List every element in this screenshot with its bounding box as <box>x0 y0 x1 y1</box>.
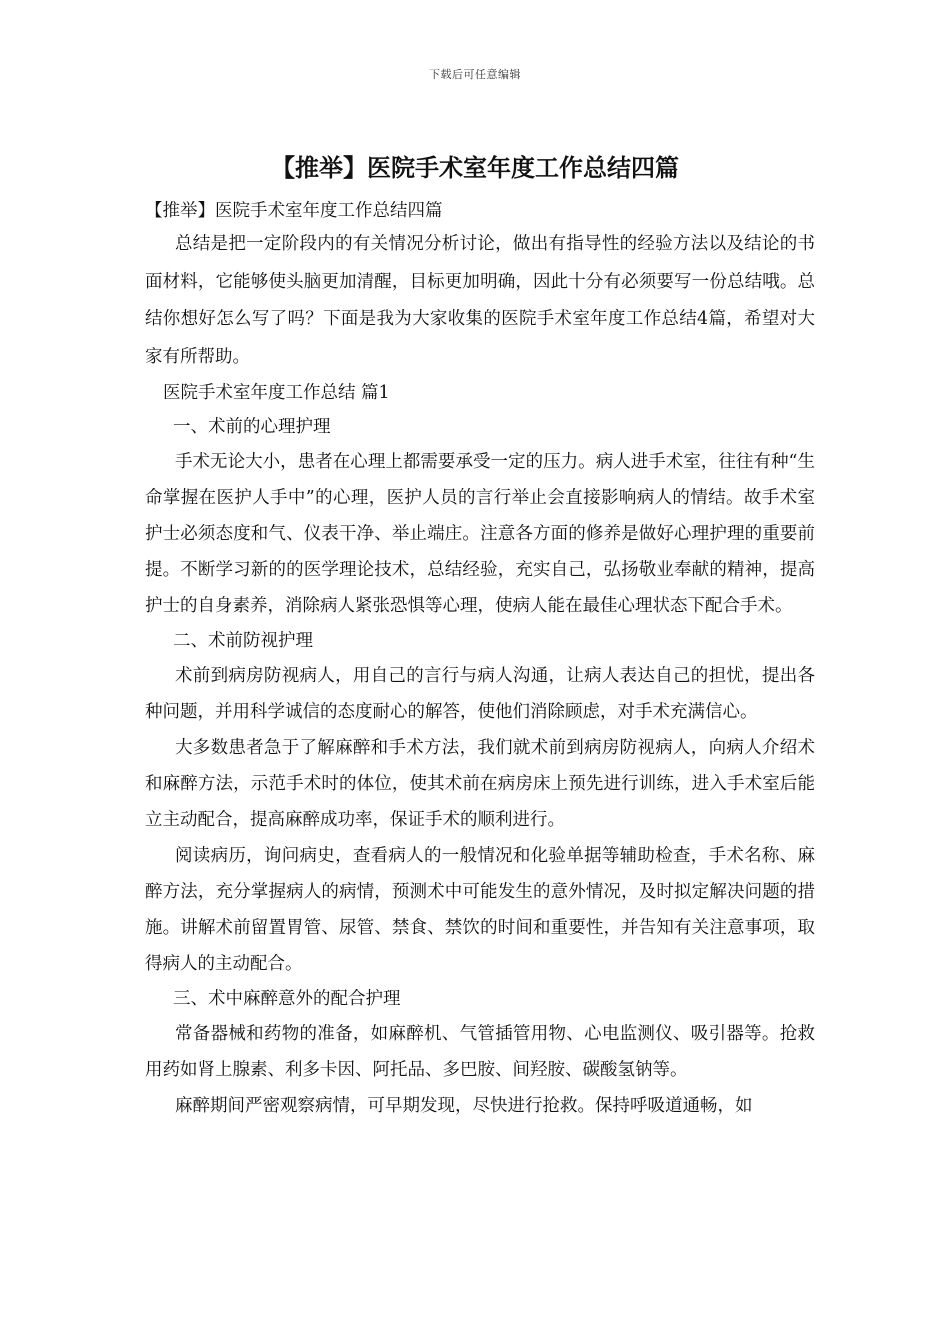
document-subtitle: 【推举】医院手术室年度工作总结四篇 <box>145 201 443 221</box>
section-2-paragraph-3: 阅读病历，询问病史，查看病人的一般情况和化验单据等辅助检查，手术名称、麻醉方法，充分掌握病人的病情，预测术中可能发生的意外情况，及时拟定解决问题的措施。讲解术前留置胃管、尿管、禁食、禁饮的时间和重要性，并告知有关注意事项，取得病人的主动配合。 <box>145 846 815 974</box>
document-body <box>145 196 815 1124</box>
document-title: 【推举】医院手术室年度工作总结四篇 <box>271 154 679 182</box>
section-2-paragraph-1: 术前到病房防视病人，用自己的言行与病人沟通，让病人表达自己的担忧，提出各种问题，并用科学诚信的态度耐心的解答，使他们消除顾虑，对手术充满信心。 <box>145 666 815 722</box>
section-heading-3: 三、术中麻醉意外的配合护理 <box>173 989 401 1009</box>
section-heading-2: 二、术前防视护理 <box>173 631 313 651</box>
intro-paragraph: 总结是把一定阶段内的有关情况分析讨论，做出有指导性的经验方法以及结论的书面材料，它能够使头脑更加清醒，目标更加明确，因此十分有必须要写一份总结哦。总结你想好怎么写了吗？下面是我为大家收集的医院手术室年度工作总结4篇，希望对大家有所帮助。 <box>145 234 815 367</box>
header-note: 下载后可任意编辑 <box>429 68 521 81</box>
section-3-paragraph-2: 麻醉期间严密观察病情，可早期发现，尽快进行抢救。保持呼吸道通畅，如 <box>175 1096 753 1116</box>
section-3-paragraph-1: 常备器械和药物的准备，如麻醉机、气管插管用物、心电监测仪、吸引器等。抢救用药如肾上腺素、利多卡因、阿托品、多巴胺、间羟胺、碳酸氢钠等。 <box>145 1024 815 1080</box>
section-1-paragraph-1: 手术无论大小，患者在心理上都需要承受一定的压力。病人进手术室，往往有种“生命掌握在医护人手中”的心理，医护人员的言行举止会直接影响病人的情结。故手术室护士必须态度和气、仪表干净、举止端庄。注意各方面的修养是做好心理护理的重要前提。不断学习新的的医学理论技术，总结经验，充实自己，弘扬敬业奉献的精神，提高护士的自身素养，消除病人紧张恐惧等心理，使病人能在最佳心理状态下配合手术。 <box>145 452 815 616</box>
section-2-paragraph-2: 大多数患者急于了解麻醉和手术方法，我们就术前到病房防视病人，向病人介绍术和麻醉方法，示范手术时的体位，使其术前在病房床上预先进行训练，进入手术室后能立主动配合，提高麻醉成功率，保证手术的顺利进行。 <box>145 738 815 830</box>
part-title: 医院手术室年度工作总结 篇1 <box>163 383 390 403</box>
section-heading-1: 一、术前的心理护理 <box>173 417 331 437</box>
